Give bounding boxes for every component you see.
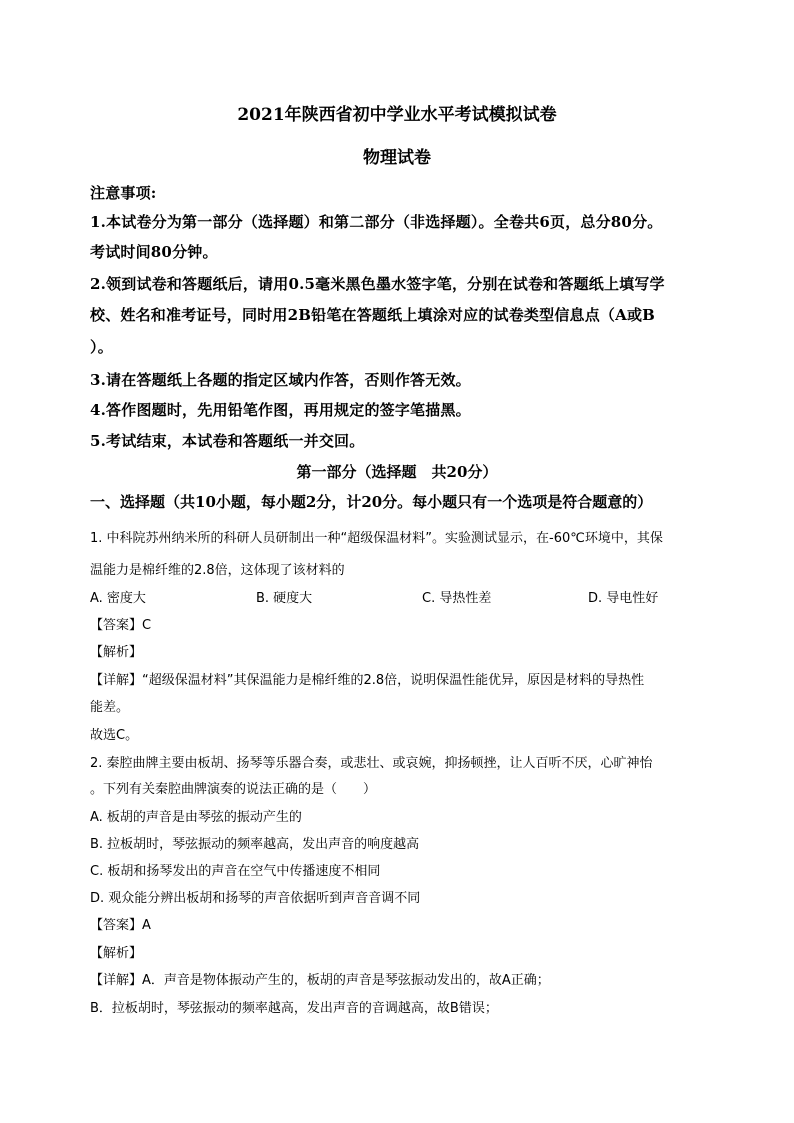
- detail-line: 【详解】A．声音是物体振动产生的，板胡的声音是琴弦振动发出的，故A正确；: [90, 973, 550, 988]
- notice-line: 3.请在答题纸上各题的指定区域内作答，否则作答无效。: [90, 371, 471, 389]
- exam-subtitle: 物理试卷: [363, 148, 431, 168]
- detail-line: B．拉板胡时，琴弦振动的频率越高，发出声音的音调越高，故B错误；: [90, 1001, 498, 1016]
- option-a: A. 板胡的声音是由琴弦的振动产生的: [90, 810, 302, 825]
- analysis-label: 【解析】: [90, 946, 143, 961]
- option-b: B. 拉板胡时，琴弦振动的频率越高，发出声音的响度越高: [90, 837, 420, 852]
- notice-line: 4.答作图题时，先用铅笔作图，再用规定的签字笔描黑。: [90, 401, 471, 419]
- analysis-label: 【解析】: [90, 645, 143, 660]
- detail-line: 故选C。: [90, 728, 139, 743]
- notice-line: 考试时间80分钟。: [90, 243, 218, 261]
- detail-line: 【详解】“超级保温材料”其保温能力是棉纤维的2.8倍，说明保温性能优异，原因是材料的导热性: [90, 673, 645, 688]
- question-stem: 。下列有关秦腔曲牌演奏的说法正确的是（ ）: [90, 782, 377, 797]
- notice-line: 校、姓名和准考证号，同时用2B铅笔在答题纸上填涂对应的试卷类型信息点（A或B: [90, 306, 656, 324]
- notice-line: 1.本试卷分为第一部分（选择题）和第二部分（非选择题）。全卷共6页，总分80分。: [90, 213, 663, 231]
- notice-line: 5.考试结束，本试卷和答题纸一并交回。: [90, 432, 365, 450]
- option-c: C. 板胡和扬琴发出的声音在空气中传播速度不相同: [90, 864, 381, 879]
- part-one-heading: 第一部分（选择题 共20分）: [296, 463, 498, 481]
- notice-line: 2.领到试卷和答题纸后，请用0.5毫米黑色墨水签字笔，分别在试卷和答题纸上填写学: [90, 275, 665, 293]
- question-stem: 1. 中科院苏州纳米所的科研人员研制出一种“超级保温材料”。实验测试显示，在-60℃环境中，其保: [90, 531, 663, 546]
- section-heading: 一、选择题（共10小题，每小题2分，计20分。每小题只有一个选项是符合题意的）: [90, 493, 653, 511]
- question-options: [90, 587, 704, 606]
- option-a: A. 密度大: [90, 591, 146, 606]
- answer-label: 【答案】C: [90, 618, 152, 633]
- option-d: D. 观众能分辨出板胡和扬琴的声音依据听到声音音调不同: [90, 891, 421, 906]
- notice-line: ）。: [90, 338, 113, 356]
- option-d: D. 导电性好: [588, 591, 659, 606]
- answer-label: 【答案】A: [90, 918, 151, 933]
- exam-title: 2021年陕西省初中学业水平考试模拟试卷: [237, 105, 557, 125]
- detail-line: 能差。: [90, 700, 130, 715]
- question-stem: 2. 秦腔曲牌主要由板胡、扬琴等乐器合奏，或悲壮、或哀婉，抑扬顿挫，让人百听不厌，心旷神怡: [90, 756, 653, 771]
- option-b: B. 硬度大: [256, 591, 313, 606]
- notice-heading: 注意事项:: [90, 184, 157, 202]
- question-stem: 温能力是棉纤维的2.8倍，这体现了该材料的: [90, 563, 345, 578]
- option-c: C. 导热性差: [422, 591, 492, 606]
